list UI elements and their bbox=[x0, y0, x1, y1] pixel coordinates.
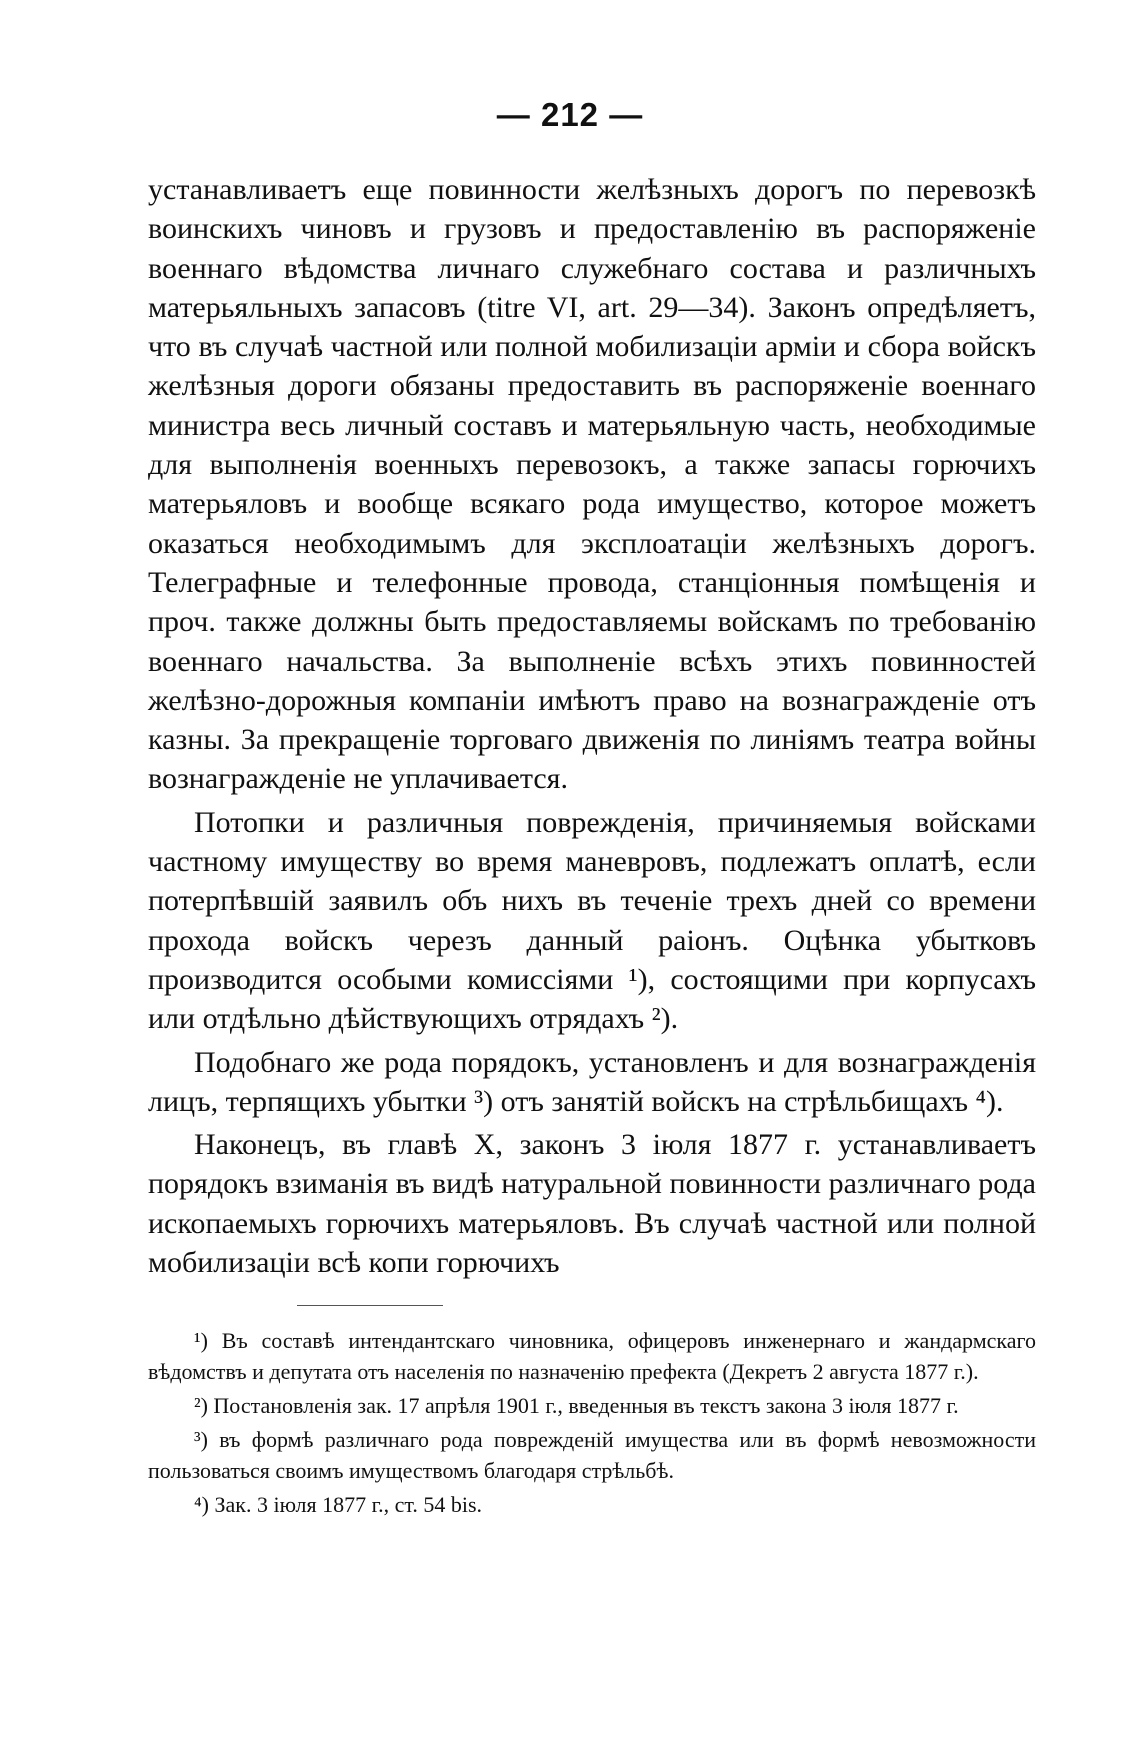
footnote-divider bbox=[297, 1305, 443, 1306]
footnote-4: ⁴) Зак. 3 іюля 1877 г., ст. 54 bis. bbox=[194, 1492, 483, 1517]
footnote-3: ³) въ формѣ различнаго рода поврежденій имущества или въ формѣ невозможности пользоваться своимъ имуществомъ благодаря стрѣльбѣ. bbox=[148, 1427, 1036, 1483]
paragraph-2: Потопки и различныя поврежденія, причиняемыя войсками частному имуществу во время маневровъ, подлежатъ оплатѣ, если потерпѣвшій заявилъ объ нихъ въ теченіе трехъ дней со времени прохода войскъ черезъ данный раіонъ. Оцѣнка убытковъ производится особыми комиссіями ¹), состоящими при корпусахъ или отдѣльно дѣйствующихъ отрядахъ ²). bbox=[148, 805, 1036, 1036]
paragraph-1: устанавливаетъ еще повинности желѣзныхъ дорогъ по перевозкѣ воинскихъ чиновъ и грузовъ и предоставленію въ распоряженіе военнаго вѣдомства личнаго служебнаго состава и различныхъ матерьяльныхъ запасовъ (titre VI, art. 29—34). Законъ опредѣляетъ, что въ случаѣ частной или полной мобилизаціи арміи и сбора войскъ желѣзныя дороги обязаны предоставить въ распоряженіе военнаго министра весь личный составъ и матерьяльную часть, необходимые для выполненія военныхъ перевозокъ, а также запасы горючихъ матерьяловъ и вообще всякаго рода имущество, которое можетъ оказаться необходимымъ для эксплоатаціи желѣзныхъ дорогъ. Телеграфные и телефонные провода, станціонныя помѣщенія и проч. также должны быть предоставляемы войскамъ по требованію военнаго начальства. За выполненіе всѣхъ этихъ повинностей желѣзно-дорожныя компаніи имѣютъ право на вознагражденіе отъ казны. За прекращеніе торговаго движенія по линіямъ театра войны вознагражденіе не уплачивается. bbox=[148, 173, 1036, 796]
footnotes bbox=[148, 1325, 1036, 1520]
paragraph-4: Наконецъ, въ главѣ X, законъ 3 іюля 1877 г. устанавливаетъ порядокъ взиманія въ видѣ натуральной повинности различнаго рода ископаемыхъ горючихъ матерьяловъ. Въ случаѣ частной или полной мобилизаціи всѣ копи горючихъ bbox=[148, 1128, 1036, 1280]
main-text bbox=[148, 170, 1036, 1282]
page-number: — 212 — bbox=[496, 96, 644, 133]
paragraph-3: Подобнаго же рода порядокъ, установленъ и для вознагражденія лицъ, терпящихъ убытки ³) отъ занятій войскъ на стрѣльбищахъ ⁴). bbox=[148, 1045, 1036, 1118]
footnote-1: ¹) Въ составѣ интендантскаго чиновника, офицеровъ инженернаго и жандармскаго вѣдомствъ и депутата отъ населенія по назначенію префекта (Декретъ 2 августа 1877 г.). bbox=[148, 1328, 1036, 1384]
footnote-2: ²) Постановленія зак. 17 апрѣля 1901 г., введенныя въ текстъ закона 3 іюля 1877 г. bbox=[194, 1393, 959, 1418]
